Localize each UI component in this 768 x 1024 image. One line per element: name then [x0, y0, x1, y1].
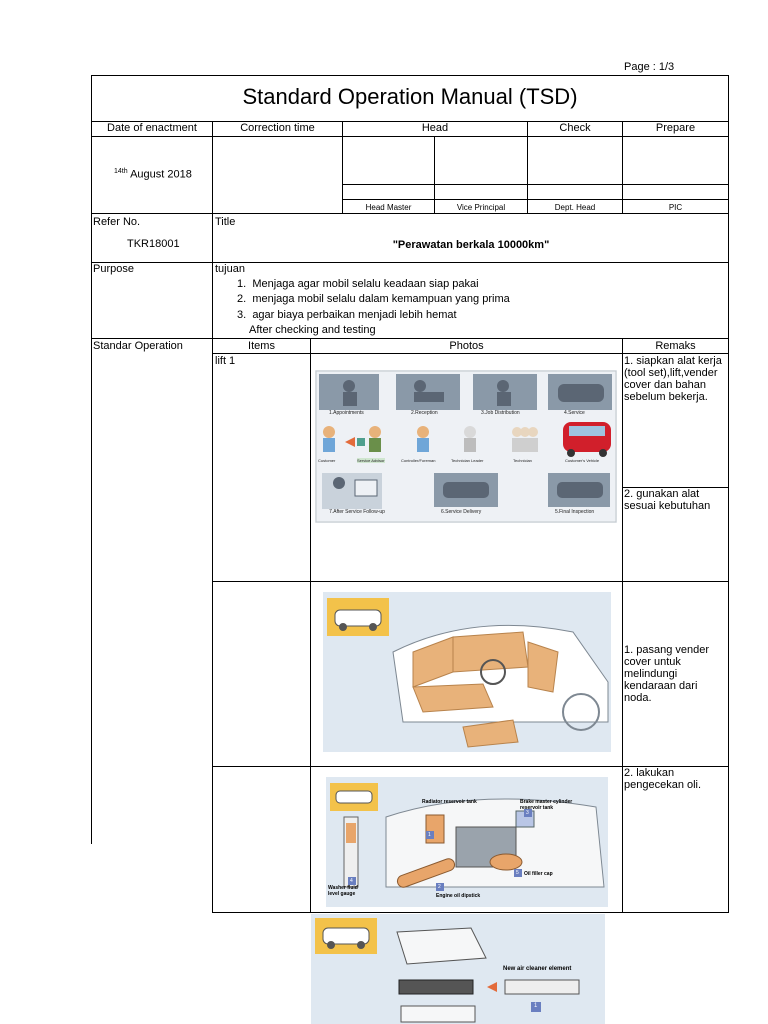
refer-no-value: TKR18001	[127, 238, 180, 250]
header-date-of-enactment: Date of enactment	[107, 122, 197, 134]
role-customers-vehicle: Customer's Vehicle	[565, 458, 600, 463]
step-final-inspection: 5.Final Inspection	[555, 509, 595, 515]
service-process-illustration	[315, 370, 617, 523]
title-label: Title	[215, 216, 236, 228]
callout-2: 2	[438, 884, 441, 890]
signatory-pic: PIC	[668, 203, 683, 212]
role-customer: Customer	[318, 458, 336, 463]
standar-operation-label: Standar Operation	[93, 340, 183, 352]
col-remaks: Remaks	[655, 340, 696, 352]
service-process-photo	[315, 370, 617, 523]
list-item: 1. Menjaga agar mobil selalu keadaan siap pakai	[237, 278, 479, 290]
tujuan-label: tujuan	[215, 263, 245, 275]
refer-no-label: Refer No.	[93, 216, 141, 228]
role-technician: Technician	[513, 458, 532, 463]
signatory-head-master: Head Master	[365, 203, 412, 212]
signatory-dept-head: Dept. Head	[554, 203, 596, 212]
document-title: Standard Operation Manual (TSD)	[242, 84, 578, 109]
step-service: 4.Service	[564, 410, 585, 416]
remark-1: 1. siapkan alat kerja (tool set),lift,vender cover dan bahan sebelum bekerja.	[624, 355, 722, 403]
step-reception: 2.Reception	[411, 410, 438, 416]
label-brake-reservoir: Brake master cylinder reservoir tank	[520, 799, 573, 811]
callout-3: 3	[526, 810, 529, 816]
label-engine-oil-dipstick: Engine oil dipstick	[436, 893, 481, 899]
label-washer-fluid: Washer fluid level gauge	[328, 885, 358, 897]
label-new-air-cleaner: New air cleaner element	[503, 966, 572, 972]
page-label: Page : 1/3	[624, 61, 675, 73]
step-appointments: 1.Appointments	[329, 410, 364, 416]
remark-3: 1. pasang vender cover untuk melindungi kendaraan dari noda.	[624, 644, 710, 704]
title-value: "Perawatan berkala 10000km"	[392, 239, 550, 251]
col-photos: Photos	[449, 340, 484, 352]
role-technician-leader: Technician Leader	[451, 458, 484, 463]
callout-1: 1	[534, 1003, 538, 1009]
after-checking-text: After checking and testing	[249, 324, 376, 336]
header-check: Check	[559, 122, 591, 134]
role-controller-foreman: Controller/Foreman	[401, 458, 436, 463]
item-lift-1: lift 1	[215, 355, 236, 367]
fender-cover-illustration	[323, 592, 611, 752]
date-text: August 2018	[127, 168, 192, 181]
callout-4: 4	[350, 878, 353, 884]
purpose-label: Purpose	[93, 263, 134, 275]
signatory-vice-principal: Vice Principal	[456, 203, 506, 212]
label-oil-filler-cap: Oil filler cap	[524, 871, 553, 877]
engine-bay-illustration	[326, 777, 608, 907]
header-head: Head	[421, 122, 449, 134]
remark-4: 2. lakukan pengecekan oli.	[624, 767, 702, 791]
label-radiator-reservoir: Radiator reservoir tank	[422, 799, 477, 805]
header-correction-time: Correction time	[240, 122, 315, 134]
step-job-distribution: 3.Job Distribution	[481, 410, 520, 416]
callout-5: 5	[516, 870, 519, 876]
remark-2: 2. gunakan alat sesuai kebutuhan	[624, 488, 711, 512]
list-item: 2. menjaga mobil selalu dalam kemampuan yang prima	[237, 293, 510, 305]
step-service-delivery: 6.Service Delivery	[441, 509, 482, 515]
date-of-enactment-value	[114, 168, 192, 181]
header-prepare: Prepare	[655, 122, 696, 134]
role-service-advisor: Service Advisor	[357, 458, 385, 463]
callout-1: 1	[428, 832, 431, 838]
engine-oil-check-photo	[326, 777, 608, 907]
step-after-service: 7.After Service Follow-up	[329, 509, 385, 515]
col-items: Items	[248, 340, 275, 352]
fender-cover-photo	[323, 592, 611, 752]
list-item: 3. agar biaya perbaikan menjadi lebih hemat	[237, 309, 457, 321]
date-superscript: 14th	[114, 168, 128, 175]
air-cleaner-photo	[311, 914, 605, 1024]
